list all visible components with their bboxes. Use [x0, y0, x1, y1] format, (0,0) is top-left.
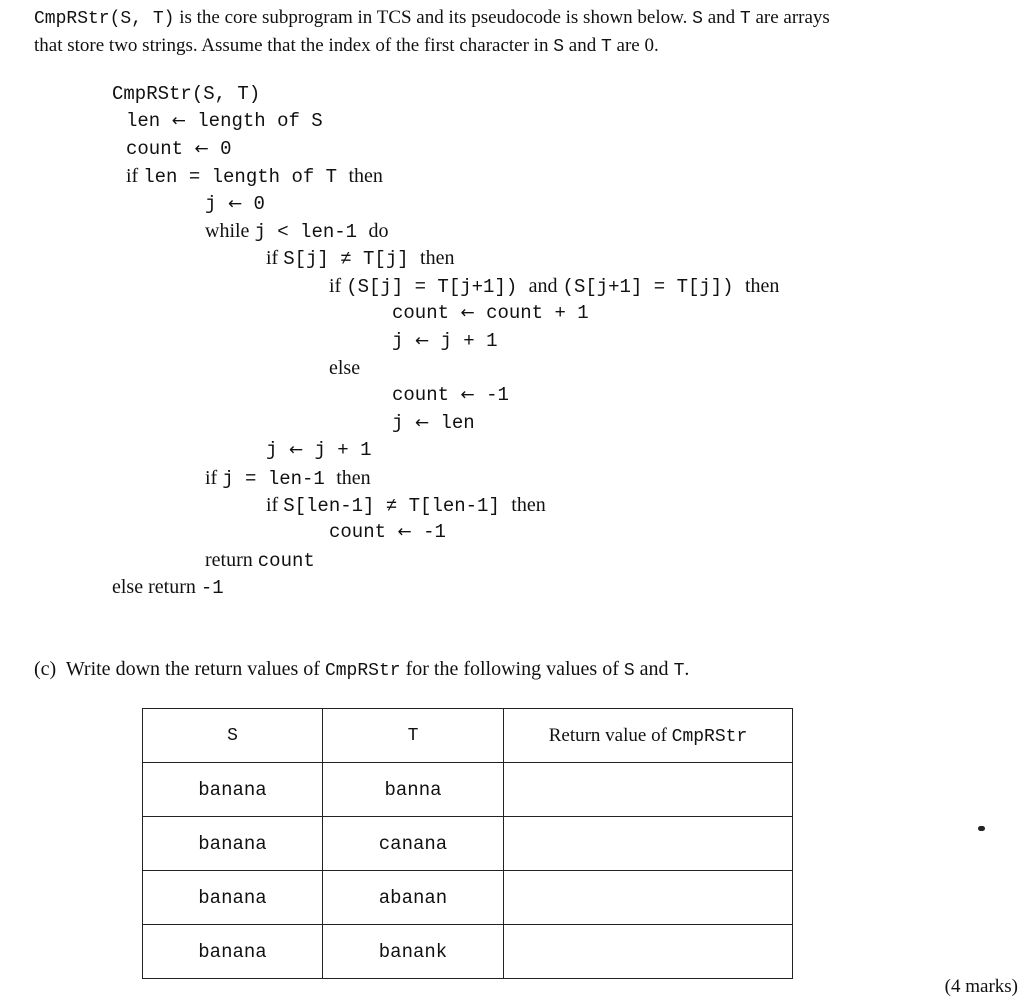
header-return-text: Return value of	[548, 724, 672, 746]
code-line	[126, 164, 383, 189]
code-token: CmpRStr(S, T)	[112, 83, 261, 105]
code-keyword: then	[511, 494, 546, 516]
code-line	[329, 356, 360, 381]
intro-line-2	[34, 32, 659, 61]
code-token: count	[392, 302, 461, 325]
prose-text: and	[702, 7, 740, 28]
cell-s: banana	[143, 763, 323, 817]
code-token: j	[392, 329, 415, 352]
prose-text: (c) Write down the return values of	[34, 658, 325, 680]
cell-t: banna	[323, 763, 504, 817]
code-token: count	[392, 384, 461, 407]
code-line	[329, 274, 779, 299]
code-token: -1	[411, 521, 446, 544]
prose-text: is the core subprogram in TCS and its pseudocode is shown below.	[174, 7, 693, 28]
prose-text: are 0.	[611, 35, 659, 56]
code-line	[266, 246, 454, 271]
table-header-row	[143, 709, 793, 763]
code-line	[205, 192, 265, 216]
cell-return-value[interactable]	[504, 925, 793, 979]
code-keyword: else	[329, 357, 361, 379]
code-line	[126, 109, 323, 133]
cell-return-value[interactable]	[504, 763, 793, 817]
code-text: CmpRStr	[324, 661, 401, 681]
code-token: j	[392, 411, 415, 434]
assign-arrow-icon: ←	[460, 385, 475, 406]
prose-text: for the following values of	[400, 658, 624, 680]
code-token: j + 1	[303, 439, 372, 462]
code-token: count	[126, 137, 195, 160]
code-line	[112, 82, 260, 106]
code-text: T	[739, 9, 751, 29]
code-keyword: then	[348, 165, 383, 188]
code-keyword: if	[266, 247, 284, 270]
code-line	[126, 137, 231, 161]
code-keyword: while	[205, 220, 255, 242]
code-line	[266, 438, 371, 462]
code-token: j	[205, 192, 228, 215]
code-line	[205, 219, 388, 244]
code-keyword: return	[205, 548, 258, 571]
code-text: S	[553, 37, 565, 57]
prose-text: and	[634, 658, 674, 680]
code-token: j	[266, 439, 289, 462]
code-keyword: if	[266, 494, 284, 516]
cell-s: banana	[143, 871, 323, 925]
code-line	[392, 411, 475, 435]
prose-text: that store two strings. Assume that the index of the first character in	[34, 35, 554, 56]
code-token: len = length of T	[143, 166, 349, 189]
code-text: T	[600, 37, 612, 57]
code-keyword: if	[329, 274, 347, 297]
cell-return-value[interactable]	[504, 871, 793, 925]
table-row	[143, 925, 793, 979]
cell-s: banana	[143, 925, 323, 979]
assign-arrow-icon: ←	[194, 138, 209, 159]
code-token: len	[429, 411, 475, 434]
code-token: count	[329, 521, 398, 544]
cell-t: banank	[323, 925, 504, 979]
code-token: (S[j] = T[j+1])	[346, 275, 529, 298]
code-token: (S[j+1] = T[j])	[562, 275, 745, 298]
header-return-value	[504, 709, 793, 763]
code-keyword: else return	[112, 576, 201, 599]
assign-arrow-icon: ←	[227, 193, 243, 214]
code-line	[205, 466, 371, 491]
code-token: j < len-1	[254, 221, 369, 243]
code-text: CmpRStr(S, T)	[34, 9, 175, 29]
code-token: S[j] ≠ T[j]	[283, 248, 421, 271]
table-body	[143, 763, 793, 979]
code-line	[205, 548, 315, 573]
code-token: -1	[200, 577, 224, 600]
assign-arrow-icon: ←	[171, 111, 186, 132]
code-keyword: and	[528, 274, 563, 297]
prose-text: .	[684, 658, 690, 680]
header-t: T	[323, 709, 504, 763]
code-token: count + 1	[474, 302, 589, 325]
header-s: S	[143, 709, 323, 763]
code-token: 0	[242, 192, 265, 215]
table-row	[143, 817, 793, 871]
table-row	[143, 871, 793, 925]
code-keyword: if	[126, 165, 144, 188]
code-line	[392, 329, 497, 353]
prose-text: and	[564, 35, 601, 56]
intro-line-1	[34, 4, 830, 33]
code-line	[329, 520, 446, 544]
code-token: S[len-1] ≠ T[len-1]	[283, 495, 512, 517]
code-token: j = len-1	[222, 467, 337, 490]
code-token: j + 1	[429, 329, 498, 352]
assign-arrow-icon: ←	[414, 412, 430, 433]
table-row	[143, 763, 793, 817]
code-keyword: then	[336, 466, 371, 489]
code-token: 0	[208, 137, 232, 160]
code-line	[266, 493, 546, 518]
marks-label: (4 marks)	[944, 976, 1018, 997]
code-line	[392, 383, 509, 407]
code-keyword: then	[744, 274, 780, 297]
assign-arrow-icon: ←	[414, 330, 430, 351]
code-text: T	[673, 661, 685, 681]
code-text: S	[623, 661, 635, 681]
code-text: S	[692, 9, 703, 29]
code-keyword: then	[420, 247, 455, 270]
cell-t: canana	[323, 817, 504, 871]
code-token: length of S	[185, 110, 323, 133]
assign-arrow-icon: ←	[288, 440, 304, 461]
answer-table	[142, 708, 793, 979]
header-return-code: CmpRStr	[671, 726, 748, 747]
code-keyword: if	[205, 466, 223, 489]
prose-text: are arrays	[750, 7, 830, 28]
cell-t: abanan	[323, 871, 504, 925]
question-c	[34, 655, 689, 685]
code-token: -1	[474, 384, 509, 407]
code-token: len	[126, 110, 172, 133]
assign-arrow-icon: ←	[397, 522, 412, 543]
cell-s: banana	[143, 817, 323, 871]
ink-dot	[978, 826, 985, 831]
cell-return-value[interactable]	[504, 817, 793, 871]
assign-arrow-icon: ←	[460, 303, 475, 324]
code-keyword: do	[368, 220, 389, 242]
code-line	[112, 575, 224, 600]
code-line	[392, 301, 589, 325]
code-token: count	[257, 549, 315, 572]
